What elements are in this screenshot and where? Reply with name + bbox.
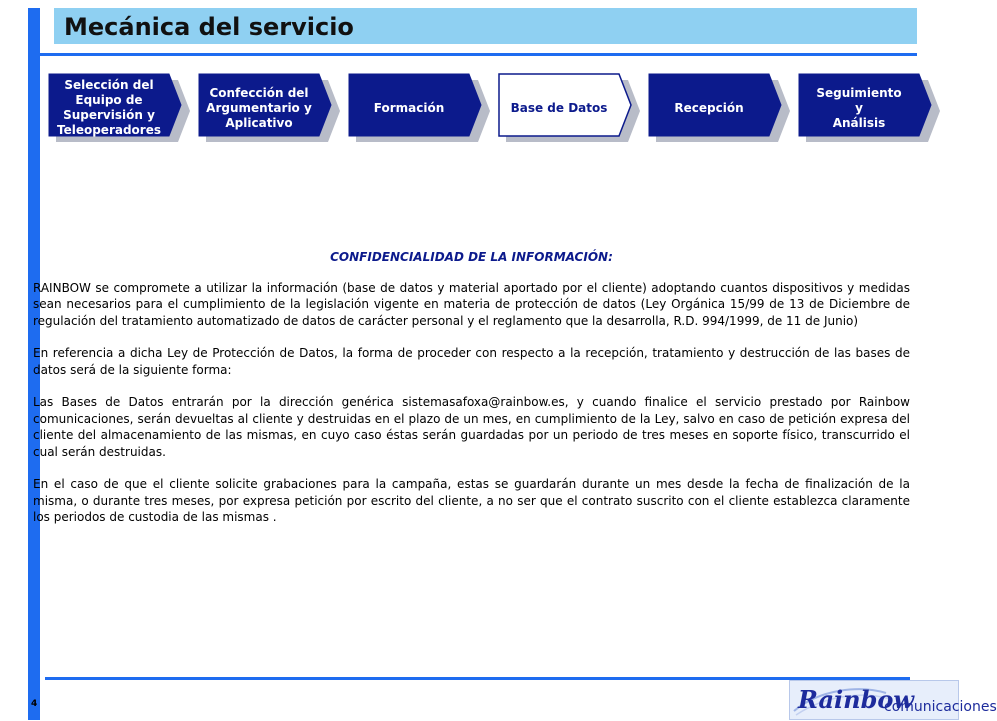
section-heading: CONFIDENCIALIDAD DE LA INFORMACIÓN: xyxy=(330,250,613,264)
logo-subtitle: comunicaciones xyxy=(884,699,997,715)
process-step-base-de-datos xyxy=(497,73,641,151)
process-step-label: Base de Datos xyxy=(510,100,608,115)
footer-divider xyxy=(45,677,910,680)
document-body xyxy=(33,249,910,542)
process-step-label: Confección del Argumentario y Aplicativo xyxy=(206,85,312,130)
process-step-label: Formación xyxy=(373,100,445,115)
paragraph: RAINBOW se compromete a utilizar la información (base de datos y material aportado por el cliente) adoptando cuantos dispositivos y medidas sean necesarios para el cumplimiento de la legislación vigente en materia de protección de datos (Ley Orgánica 15/99 de 13 de Diciembre de regulación del tratamiento automatizado de datos de carácter personal y el reglamento que la desarrolla, R.D. 994/1999, de 11 de Junio) xyxy=(33,280,910,328)
process-step-formacion xyxy=(347,73,491,151)
logo-wordmark: Rainbow xyxy=(798,685,915,714)
process-step-seleccion xyxy=(47,73,191,151)
process-step-label: Recepción xyxy=(674,100,744,115)
page-title: Mecánica del servicio xyxy=(64,13,354,41)
rainbow-logo xyxy=(789,680,997,720)
paragraph: En el caso de que el cliente solicite grabaciones para la campaña, estas se guardarán durante un mes desde la fecha de finalización de la misma, o durante tres meses, por expresa petición por escrito del cliente, a no ser que el contrato suscrito con el cliente establezca claramente los periodos de custodia de las mismas . xyxy=(33,477,910,524)
process-step-label: Selección del Equipo de Supervisión y Teleoperadores xyxy=(56,78,161,137)
process-step-confeccion xyxy=(197,73,341,151)
process-step-seguimiento xyxy=(797,73,941,151)
process-step-recepcion xyxy=(647,73,791,151)
paragraph: En referencia a dicha Ley de Protección de Datos, la forma de proceder con respecto a la recepción, tratamiento y destrucción de las bases de datos será de la siguiente forma: xyxy=(33,346,910,377)
paragraph: Las Bases de Datos entrarán por la dirección genérica sistemasafoxa@rainbow.es, y cuando finalice el servicio prestado por Rainbow comunicaciones, serán devueltas al cliente y destruidas en el plazo de un mes, en cumplimiento de la Ley, salvo en caso de petición expresa del cliente del almacenamiento de las mismas, en cuyo caso éstas serán guardadas por un periodo de tres meses en soporte físico, transcurrido el cual serán destruidas. xyxy=(33,395,910,459)
process-step-label: Seguimiento y Análisis xyxy=(816,85,902,130)
page-number: 4 xyxy=(31,699,38,709)
title-divider xyxy=(40,53,917,56)
